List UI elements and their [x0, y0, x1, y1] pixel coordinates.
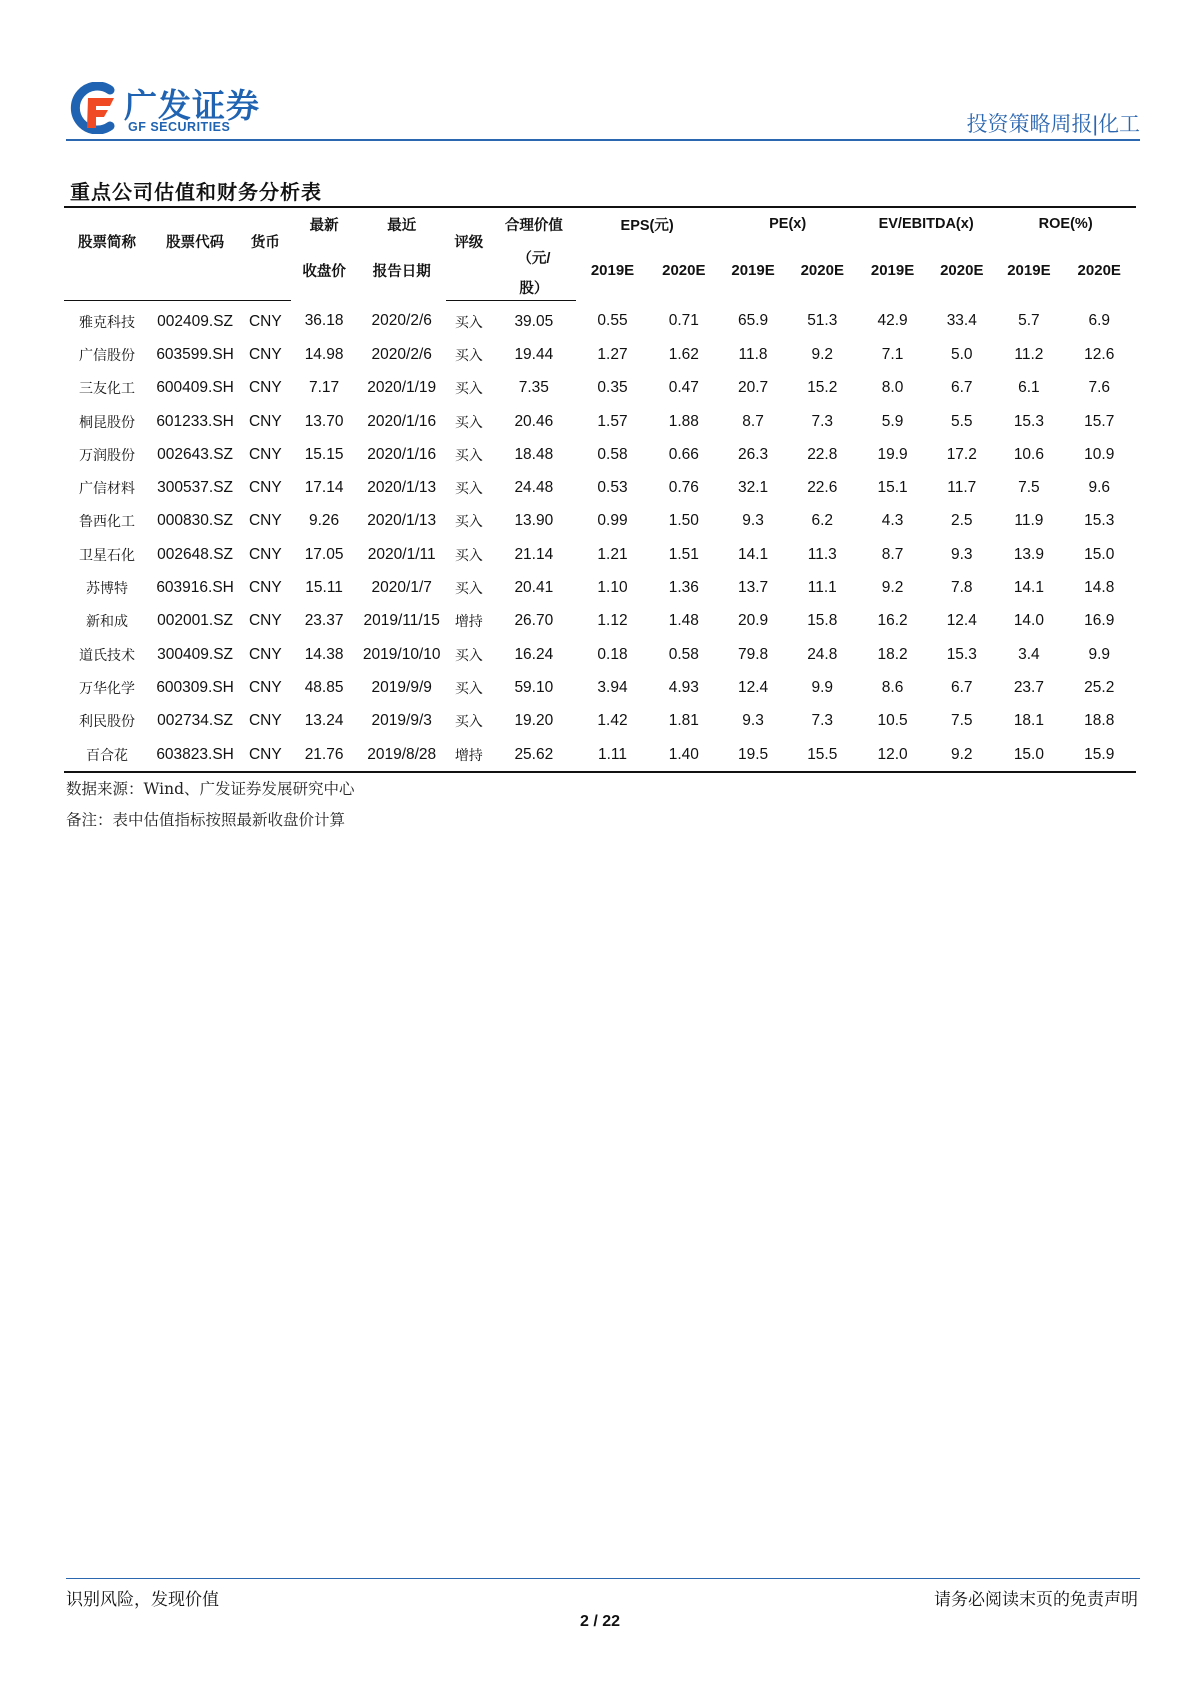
table-row: [64, 505, 1136, 538]
cell-pe-2019e: 26.3: [737, 445, 769, 463]
cell-eps-2019e: 0.35: [597, 379, 628, 397]
cell-eps-2020e: 4.93: [668, 678, 699, 696]
cell-stock-code: 603823.SH: [150, 738, 240, 772]
cell-report-date: 2020/2/6: [371, 312, 432, 330]
cell-roe-2019e: 3.4: [1018, 645, 1040, 663]
table-row: [64, 438, 1136, 471]
cell-fair-value: 59.10: [514, 678, 554, 696]
cell-roe-2020e: 15.9: [1062, 738, 1136, 772]
table-row: [64, 405, 1136, 438]
header-date-line2: 报告日期: [372, 263, 431, 280]
cell-currency: CNY: [248, 645, 282, 663]
cell-stock-code: 600309.SH: [156, 678, 234, 696]
header-price-line2: 收盘价: [302, 263, 346, 280]
cell-pe-2020e: 7.3: [811, 412, 834, 430]
cell-rating: 增持: [446, 738, 492, 772]
cell-stock-name: 苏博特: [86, 581, 128, 598]
cell-stock-name: 新和成: [86, 614, 128, 631]
remark-note: 备注：表中估值指标按照最新收盘价计算: [66, 811, 346, 829]
cell-pe-2020e: 6.2: [811, 512, 834, 530]
cell-pe-2020e: 22.6: [807, 479, 838, 497]
cell-pe-2020e: 7.3: [811, 712, 834, 730]
cell-roe-2019e: 23.7: [1013, 678, 1044, 696]
table-header: [64, 207, 1136, 301]
cell-eps-2019e: 0.53: [597, 479, 628, 497]
cell-ev-2020e: 15.3: [946, 645, 977, 663]
cell-ev-2020e: 5.0: [950, 345, 973, 363]
header-pe: PE(x): [718, 207, 856, 240]
header-spacer-rating: [446, 274, 492, 301]
cell-ev-2020e: 6.7: [950, 379, 973, 397]
cell-close-price: 36.18: [304, 312, 344, 330]
cell-stock-name: 百合花: [64, 738, 150, 772]
cell-report-date: 2019/8/28: [358, 738, 446, 772]
table-body: [64, 301, 1136, 773]
cell-fair-value: 7.35: [518, 379, 549, 397]
cell-eps-2019e: 0.18: [597, 645, 628, 663]
cell-ev-2019e: 12.0: [857, 738, 928, 772]
cell-pe-2019e: 9.3: [742, 512, 764, 530]
cell-eps-2019e: 0.55: [597, 312, 628, 330]
cell-fair-value: 21.14: [514, 545, 554, 563]
table-row: [64, 571, 1136, 604]
cell-stock-code: 002001.SZ: [157, 612, 234, 630]
cell-report-date: 2020/1/16: [367, 445, 437, 463]
cell-pe-2019e: 79.8: [737, 645, 769, 663]
footer-slogan: 识别风险，发现价值: [66, 1590, 219, 1609]
cell-rating: 买入: [454, 514, 483, 531]
cell-eps-2020e: 1.36: [668, 579, 699, 597]
cell-fair-value: 24.48: [514, 479, 554, 497]
header-fair-value-line3: 股）: [492, 274, 576, 301]
cell-pe-2019e: 65.9: [737, 312, 769, 330]
cell-rating: 买入: [454, 714, 483, 731]
cell-roe-2019e: 18.1: [1013, 712, 1044, 730]
cell-close-price: 17.05: [304, 545, 344, 563]
header-pe-2020e: 2020E: [800, 261, 844, 279]
header-pe-2019e: 2019E: [731, 261, 775, 279]
cell-stock-code: 002643.SZ: [157, 445, 234, 463]
header-spacer-currency: [240, 274, 290, 301]
cell-rating: 买入: [454, 414, 483, 431]
cell-roe-2020e: 25.2: [1084, 678, 1115, 696]
cell-report-date: 2020/1/11: [367, 545, 436, 563]
table-row: [64, 705, 1136, 738]
valuation-table: [64, 206, 1136, 773]
cell-report-date: 2020/1/13: [367, 512, 437, 530]
cell-currency: CNY: [248, 612, 282, 630]
cell-pe-2020e: 9.2: [811, 345, 834, 363]
cell-eps-2020e: 1.50: [668, 512, 699, 530]
cell-roe-2019e: 14.0: [1013, 612, 1044, 630]
cell-pe-2019e: 20.7: [737, 379, 769, 397]
cell-ev-2020e: 9.2: [928, 738, 995, 772]
cell-ev-2019e: 19.9: [877, 445, 908, 463]
header-divider: [66, 139, 1140, 141]
cell-roe-2020e: 14.8: [1084, 579, 1115, 597]
header-date-line1: 最近: [358, 207, 446, 240]
header-fair-value-line2: （元/: [517, 250, 551, 267]
cell-stock-name: 广信股份: [79, 347, 135, 364]
cell-roe-2019e: 11.9: [1014, 512, 1044, 530]
cell-rating: 买入: [454, 680, 483, 697]
cell-ev-2019e: 8.0: [881, 379, 904, 397]
cell-report-date: 2019/9/3: [371, 712, 432, 730]
cell-eps-2019e: 1.12: [597, 612, 628, 630]
cell-roe-2020e: 16.9: [1084, 612, 1115, 630]
cell-stock-name: 道氏技术: [79, 647, 135, 664]
cell-pe-2020e: 11.3: [807, 545, 837, 563]
cell-close-price: 13.70: [304, 412, 344, 430]
table-title: 重点公司估值和财务分析表: [70, 182, 322, 204]
cell-currency: CNY: [248, 412, 282, 430]
cell-currency: CNY: [248, 545, 282, 563]
cell-roe-2020e: 6.9: [1088, 312, 1111, 330]
cell-stock-name: 三友化工: [79, 381, 135, 398]
cell-report-date: 2020/1/19: [367, 379, 437, 397]
cell-stock-code: 600409.SH: [156, 379, 234, 397]
cell-roe-2019e: 11.2: [1014, 345, 1044, 363]
cell-pe-2019e: 19.5: [718, 738, 787, 772]
cell-rating: 买入: [454, 581, 483, 598]
cell-currency: CNY: [248, 379, 282, 397]
cell-eps-2019e: 0.99: [597, 512, 628, 530]
cell-pe-2020e: 15.5: [788, 738, 857, 772]
cell-eps-2020e: 0.58: [668, 645, 699, 663]
cell-ev-2019e: 16.2: [877, 612, 908, 630]
valuation-table-container: [64, 206, 1136, 773]
header-stock-code: 股票代码: [150, 207, 240, 274]
cell-stock-name: 广信材料: [79, 481, 135, 498]
cell-eps-2019e: 0.58: [597, 445, 628, 463]
cell-fair-value: 19.20: [514, 712, 554, 730]
cell-fair-value: 20.46: [514, 412, 554, 430]
cell-ev-2020e: 12.4: [946, 612, 977, 630]
cell-stock-code: 603599.SH: [156, 345, 234, 363]
cell-pe-2020e: 22.8: [807, 445, 838, 463]
cell-roe-2020e: 15.0: [1084, 545, 1115, 563]
cell-close-price: 14.98: [304, 345, 344, 363]
cell-eps-2020e: 1.40: [649, 738, 718, 772]
cell-report-date: 2020/1/13: [367, 479, 437, 497]
cell-roe-2019e: 15.3: [1013, 412, 1044, 430]
cell-fair-value: 13.90: [514, 512, 554, 530]
cell-currency: CNY: [248, 512, 282, 530]
header-spacer-name: [64, 274, 150, 301]
cell-rating: 买入: [454, 481, 483, 498]
cell-roe-2019e: 5.7: [1018, 312, 1040, 330]
cell-stock-name: 雅克科技: [79, 314, 135, 331]
cell-report-date: 2019/9/9: [371, 678, 432, 696]
cell-stock-name: 万华化学: [79, 680, 135, 697]
cell-ev-2019e: 7.1: [881, 345, 904, 363]
cell-fair-value: 18.48: [514, 445, 554, 463]
cell-ev-2019e: 15.1: [877, 479, 908, 497]
table-row: [64, 738, 1136, 772]
table-row: [64, 301, 1136, 339]
header-ev-ebitda: EV/EBITDA(x): [857, 207, 995, 240]
cell-eps-2020e: 1.48: [668, 612, 699, 630]
cell-rating: 买入: [454, 381, 483, 398]
cell-currency: CNY: [248, 579, 282, 597]
cell-ev-2019e: 10.5: [877, 712, 908, 730]
footer-divider: [66, 1578, 1140, 1579]
cell-stock-name: 利民股份: [79, 714, 135, 731]
cell-report-date: 2019/10/10: [362, 645, 441, 663]
cell-currency: CNY: [248, 345, 282, 363]
cell-pe-2019e: 14.1: [737, 545, 769, 563]
cell-pe-2020e: 15.2: [807, 379, 838, 397]
cell-close-price: 13.24: [304, 712, 344, 730]
cell-ev-2019e: 18.2: [877, 645, 908, 663]
page-number: 2 / 22: [579, 1613, 621, 1630]
cell-roe-2020e: 12.6: [1084, 345, 1115, 363]
cell-eps-2020e: 0.71: [668, 312, 699, 330]
table-row: [64, 638, 1136, 671]
cell-close-price: 48.85: [304, 678, 344, 696]
cell-report-date: 2020/2/6: [371, 345, 432, 363]
logo-english-name: GF SECURITIES: [128, 120, 231, 134]
cell-pe-2019e: 20.9: [737, 612, 769, 630]
cell-roe-2020e: 15.7: [1084, 412, 1115, 430]
cell-roe-2019e: 14.1: [1013, 579, 1044, 597]
cell-fair-value: 25.62: [492, 738, 576, 772]
cell-ev-2019e: 8.6: [881, 678, 904, 696]
cell-close-price: 7.17: [309, 379, 340, 397]
cell-roe-2019e: 15.0: [995, 738, 1062, 772]
cell-roe-2019e: 7.5: [1018, 479, 1040, 497]
cell-roe-2020e: 7.6: [1088, 379, 1111, 397]
cell-eps-2019e: 3.94: [597, 678, 628, 696]
cell-fair-value: 16.24: [514, 645, 554, 663]
cell-roe-2019e: 13.9: [1013, 545, 1044, 563]
cell-roe-2019e: 6.1: [1018, 379, 1040, 397]
cell-eps-2020e: 0.76: [668, 479, 699, 497]
cell-roe-2020e: 15.3: [1084, 512, 1115, 530]
cell-stock-code: 601233.SH: [156, 412, 234, 430]
cell-close-price: 23.37: [304, 612, 344, 630]
cell-roe-2020e: 9.9: [1088, 645, 1111, 663]
cell-stock-name: 万润股份: [79, 447, 135, 464]
cell-ev-2020e: 6.7: [950, 678, 973, 696]
cell-rating: 买入: [454, 647, 483, 664]
cell-fair-value: 39.05: [514, 312, 554, 330]
table-row: [64, 605, 1136, 638]
header-rating: 评级: [446, 207, 492, 274]
cell-pe-2020e: 9.9: [811, 678, 834, 696]
cell-ev-2019e: 4.3: [881, 512, 904, 530]
cell-rating: 买入: [454, 347, 483, 364]
cell-stock-name: 桐昆股份: [79, 414, 135, 431]
cell-rating: 买入: [454, 547, 483, 564]
cell-eps-2019e: 1.42: [597, 712, 628, 730]
cell-eps-2019e: 1.10: [597, 579, 628, 597]
header-currency: 货币: [240, 207, 290, 274]
data-source-note: 数据来源：Wind、广发证券发展研究中心: [66, 780, 355, 798]
cell-fair-value: 20.41: [514, 579, 554, 597]
cell-stock-code: 300537.SZ: [157, 479, 234, 497]
cell-report-date: 2020/1/7: [371, 579, 432, 597]
cell-stock-code: 603916.SH: [156, 579, 234, 597]
cell-rating: 买入: [454, 314, 483, 331]
page-header: [66, 78, 1140, 140]
cell-currency: CNY: [240, 738, 290, 772]
header-eps: EPS(元): [576, 207, 719, 240]
cell-stock-name: 鲁西化工: [79, 514, 135, 531]
header-roe-2020e: 2020E: [1077, 261, 1121, 279]
cell-eps-2020e: 0.66: [668, 445, 699, 463]
cell-currency: CNY: [248, 445, 282, 463]
header-eps-2019e: 2019E: [590, 261, 635, 279]
cell-currency: CNY: [248, 712, 282, 730]
cell-eps-2019e: 1.21: [597, 545, 628, 563]
cell-ev-2020e: 7.8: [950, 579, 973, 597]
cell-eps-2020e: 1.81: [668, 712, 699, 730]
cell-ev-2019e: 8.7: [881, 545, 904, 563]
cell-pe-2019e: 8.7: [742, 412, 764, 430]
cell-ev-2020e: 11.7: [947, 479, 977, 497]
cell-eps-2019e: 1.27: [597, 345, 628, 363]
cell-rating: 买入: [454, 447, 483, 464]
cell-pe-2020e: 15.8: [807, 612, 838, 630]
table-row: [64, 372, 1136, 405]
cell-stock-code: 000830.SZ: [157, 512, 234, 530]
cell-currency: CNY: [248, 678, 282, 696]
logo-chinese-name: 广发证券: [124, 87, 260, 124]
cell-pe-2020e: 24.8: [807, 645, 838, 663]
header-ev-2020e: 2020E: [940, 261, 984, 279]
cell-roe-2020e: 18.8: [1084, 712, 1115, 730]
cell-ev-2019e: 42.9: [877, 312, 908, 330]
cell-eps-2019e: 1.57: [597, 412, 628, 430]
cell-pe-2019e: 9.3: [742, 712, 764, 730]
company-logo: [66, 78, 266, 140]
header-fair-value-line1: 合理价值: [492, 207, 576, 240]
cell-pe-2019e: 13.7: [737, 579, 769, 597]
cell-ev-2020e: 7.5: [950, 712, 973, 730]
cell-ev-2020e: 2.5: [950, 512, 973, 530]
cell-close-price: 14.38: [304, 645, 344, 663]
cell-fair-value: 19.44: [514, 345, 554, 363]
cell-eps-2020e: 1.51: [668, 545, 699, 563]
cell-roe-2020e: 9.6: [1088, 479, 1111, 497]
cell-pe-2020e: 11.1: [807, 579, 837, 597]
cell-close-price: 9.26: [309, 512, 340, 530]
cell-fair-value: 26.70: [514, 612, 554, 630]
header-roe: ROE(%): [995, 207, 1136, 240]
gf-logo-icon: [66, 82, 118, 134]
cell-ev-2020e: 17.2: [946, 445, 977, 463]
header-stock-name: 股票简称: [64, 207, 150, 274]
cell-ev-2020e: 5.5: [950, 412, 973, 430]
cell-ev-2019e: 5.9: [881, 412, 904, 430]
cell-pe-2019e: 32.1: [737, 479, 769, 497]
cell-ev-2019e: 9.2: [881, 579, 904, 597]
cell-close-price: 15.11: [305, 579, 343, 597]
cell-pe-2019e: 12.4: [737, 678, 769, 696]
cell-pe-2020e: 51.3: [807, 312, 838, 330]
cell-roe-2020e: 10.9: [1084, 445, 1115, 463]
cell-rating: 增持: [454, 614, 483, 631]
cell-eps-2020e: 1.88: [668, 412, 699, 430]
cell-currency: CNY: [248, 312, 282, 330]
cell-report-date: 2020/1/16: [367, 412, 437, 430]
cell-roe-2019e: 10.6: [1013, 445, 1044, 463]
cell-eps-2020e: 1.62: [668, 345, 699, 363]
header-price-line1: 最新: [291, 207, 358, 240]
cell-stock-code: 300409.SZ: [157, 645, 234, 663]
cell-close-price: 15.15: [304, 445, 344, 463]
table-row: [64, 538, 1136, 571]
cell-eps-2019e: 1.11: [576, 738, 649, 772]
cell-stock-code: 002734.SZ: [157, 712, 234, 730]
cell-ev-2020e: 9.3: [950, 545, 973, 563]
cell-pe-2019e: 11.8: [738, 345, 768, 363]
header-spacer-code: [150, 274, 240, 301]
report-type: 投资策略周报|化工: [966, 113, 1140, 136]
cell-report-date: 2019/11/15: [363, 612, 440, 630]
cell-currency: CNY: [248, 479, 282, 497]
cell-close-price: 17.14: [304, 479, 344, 497]
table-row: [64, 671, 1136, 704]
cell-ev-2020e: 33.4: [946, 312, 977, 330]
header-ev-2019e: 2019E: [870, 261, 915, 279]
header-roe-2019e: 2019E: [1007, 261, 1051, 279]
footer-disclaimer-notice: 请务必阅读末页的免责声明: [934, 1590, 1138, 1609]
table-row: [64, 338, 1136, 371]
header-eps-2020e: 2020E: [662, 261, 706, 279]
table-row: [64, 471, 1136, 504]
cell-eps-2020e: 0.47: [668, 379, 699, 397]
cell-close-price: 21.76: [291, 738, 358, 772]
cell-stock-code: 002409.SZ: [157, 312, 234, 330]
cell-stock-name: 卫星石化: [79, 547, 135, 564]
cell-stock-code: 002648.SZ: [157, 545, 234, 563]
